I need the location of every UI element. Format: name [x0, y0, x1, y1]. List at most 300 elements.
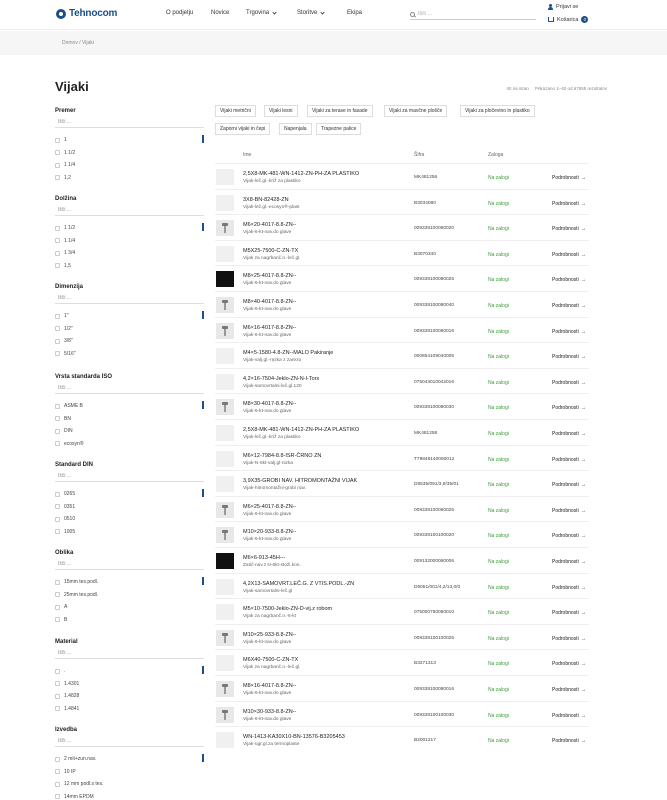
product-description: Vijak-leč.gl.-križ za plastiko [243, 179, 301, 184]
checkbox[interactable] [55, 517, 60, 522]
product-thumbnail[interactable] [216, 630, 234, 646]
product-thumbnail[interactable] [216, 655, 234, 671]
table-row[interactable] [215, 214, 589, 240]
checkbox[interactable] [55, 681, 60, 686]
filter-option-label: 15mm tes.podl. [64, 579, 99, 586]
table-row[interactable] [215, 368, 589, 394]
filter-title[interactable]: Dolžina [55, 196, 77, 202]
search-input[interactable] [410, 9, 536, 20]
bolt-icon [222, 326, 228, 336]
product-thumbnail[interactable] [216, 451, 234, 467]
results-meta [506, 86, 607, 91]
table-row[interactable] [215, 624, 589, 650]
product-sku: MK481258 [414, 431, 438, 436]
arrow-right-icon: → [580, 584, 587, 591]
table-row[interactable] [215, 163, 589, 189]
table-row[interactable] [215, 189, 589, 215]
checkbox[interactable] [55, 617, 60, 622]
stock-status: Na zalogi [488, 482, 509, 489]
arrow-right-icon: → [580, 200, 587, 207]
filter-option[interactable] [55, 589, 204, 602]
stock-status: Na zalogi [488, 738, 509, 745]
filter-option[interactable] [55, 601, 204, 614]
details-link[interactable] [552, 559, 586, 565]
filter-search-input[interactable]: Išči ... [55, 295, 204, 304]
product-description: Vijak za nagrbanč.n.-leč.gl. [243, 665, 301, 671]
product-sku: 009338100080016 [414, 687, 455, 692]
category-chip[interactable]: Vijaki za mavčne plošče [384, 105, 447, 117]
filter-option[interactable] [55, 501, 204, 514]
filter-option-label: 5/16" [64, 350, 76, 357]
product-thumbnail[interactable] [216, 681, 234, 697]
table-row[interactable] [215, 496, 589, 522]
details-link[interactable] [552, 175, 586, 181]
filter-option-label: A [64, 604, 68, 611]
product-thumbnail[interactable] [216, 527, 234, 543]
table-row[interactable] [215, 675, 589, 701]
product-name[interactable]: M5×10-7500-Jeklo-ZN-D-vij.z robom [243, 606, 333, 613]
details-link[interactable] [552, 610, 586, 616]
filter-option[interactable] [55, 323, 204, 336]
table-row[interactable] [215, 726, 589, 752]
details-link[interactable] [552, 431, 586, 437]
details-label: Podrobnosti [552, 661, 579, 668]
filter-option[interactable] [55, 400, 204, 413]
category-chip[interactable]: Vijaki metrični [215, 105, 256, 117]
filter-option[interactable] [55, 576, 204, 589]
product-name[interactable]: M4×5-1580-4.8-ZN--MALO Pakiranje [243, 350, 334, 357]
filter-option-label: 14mm EPDM [64, 793, 94, 800]
product-name[interactable]: M6X40-7500-C-ZN-TX [243, 657, 299, 664]
checkbox[interactable] [55, 251, 60, 256]
product-sku: 075000750050010 [414, 610, 455, 616]
filter-search-input[interactable]: Išči ... [55, 207, 204, 216]
details-label: Podrobnosti [552, 482, 579, 489]
details-label: Podrobnosti [552, 226, 579, 233]
checkbox[interactable] [55, 404, 60, 409]
filter-option-label: 0510 [64, 516, 76, 523]
stock-status: Na zalogi [488, 559, 509, 565]
checkbox[interactable] [55, 504, 60, 509]
stock-status: Na zalogi [488, 251, 509, 258]
stock-status: Na zalogi [488, 635, 509, 642]
product-name[interactable]: 4,2X13-SAMOVRT.LEČ.G. Z VTIS.PODL.-ZN [243, 580, 355, 587]
stock-status: Na zalogi [488, 328, 509, 335]
product-name[interactable]: WN-1413-KA30X10-BN-13576-B3205453 [243, 734, 345, 741]
filter-option-label: ASME B [64, 403, 83, 410]
checkbox[interactable] [55, 163, 60, 168]
product-name[interactable]: M6×12-7984-8.8-ISR-ČRNO ZN [243, 452, 322, 459]
bolt-icon [222, 223, 228, 233]
details-link[interactable] [552, 354, 586, 360]
product-thumbnail[interactable] [216, 476, 234, 492]
product-sku: 009132000060006 [414, 559, 455, 564]
filter-scrollbar[interactable] [202, 401, 204, 409]
product-thumbnail[interactable] [216, 604, 234, 620]
table-row[interactable] [215, 649, 589, 675]
checkbox[interactable] [55, 138, 60, 143]
stock-status: Na zalogi [488, 354, 509, 361]
stock-status: Na zalogi [488, 431, 509, 437]
nav-item-label: Ekipa [347, 10, 363, 16]
product-description: Vijak-samovrtalni-leč.gl.120 [243, 383, 302, 389]
checkbox[interactable] [55, 150, 60, 155]
nav-item-news[interactable] [211, 10, 229, 16]
table-row[interactable] [215, 470, 589, 496]
product-thumbnail[interactable] [216, 220, 234, 236]
product-sku: 009338100060025 [414, 507, 455, 513]
details-link[interactable] [552, 380, 586, 386]
checkbox[interactable] [55, 416, 60, 421]
product-thumbnail[interactable] [216, 271, 234, 287]
arrow-right-icon: → [580, 354, 587, 361]
filter-scrollbar[interactable] [202, 754, 204, 762]
filter-group [55, 727, 204, 800]
details-label: Podrobnosti [552, 635, 579, 642]
arrow-right-icon: → [580, 405, 587, 412]
details-label: Podrobnosti [552, 738, 579, 745]
product-name[interactable]: M8×30-4017-8.8-ZN-- [243, 401, 297, 408]
filter-scrollbar[interactable] [202, 577, 204, 585]
table-row[interactable] [215, 342, 589, 368]
account-link[interactable] [548, 4, 578, 10]
filter-option-label: 1.4828 [64, 693, 80, 700]
filter-option[interactable] [55, 678, 204, 691]
details-label: Podrobnosti [552, 431, 579, 437]
filter-option[interactable] [55, 147, 204, 160]
stock-status: Na zalogi [488, 405, 509, 412]
stock-status: Na zalogi [488, 610, 509, 617]
details-label: Podrobnosti [552, 379, 579, 386]
filter-search-input[interactable]: Išči ... [55, 561, 204, 570]
details-link[interactable] [552, 713, 586, 719]
filter-option[interactable] [55, 222, 204, 235]
nav-item-about[interactable] [166, 10, 193, 16]
product-name[interactable]: 2,5X8-MK-481-WN-1412-ZN-PH-ZA PLASTIKO [243, 171, 360, 177]
checkbox[interactable] [55, 175, 60, 180]
table-row[interactable] [215, 521, 589, 547]
product-sku: 000854109040005 [414, 354, 455, 360]
filter-option-label: 1.4301 [64, 680, 80, 687]
table-row[interactable] [215, 317, 589, 343]
filter-option-label: 1 3/4 [64, 250, 76, 257]
checkbox[interactable] [55, 669, 60, 674]
product-sku: D6051/001/4,2/13,0/0 [414, 584, 461, 590]
filter-option[interactable] [55, 348, 204, 361]
filter-option[interactable] [55, 766, 204, 779]
checkbox[interactable] [55, 226, 60, 231]
details-label: Podrobnosti [552, 277, 579, 284]
details-link[interactable] [552, 482, 586, 488]
filter-option-label: 1 1/4 [64, 237, 76, 244]
category-chip[interactable]: Zaporni vijaki in čepi [215, 123, 270, 135]
cart-link[interactable] [548, 16, 588, 23]
filter-group [55, 550, 204, 626]
checkbox[interactable] [55, 492, 60, 497]
details-link[interactable] [552, 457, 586, 463]
page-title: Vijaki [55, 79, 89, 94]
checkbox[interactable] [55, 326, 60, 331]
product-name[interactable]: M10×25-933-8.8-ZN-- [243, 631, 297, 638]
checkbox[interactable] [55, 769, 60, 774]
checkbox[interactable] [55, 429, 60, 434]
filter-title[interactable]: Oblika [55, 550, 74, 556]
arrow-right-icon: → [580, 559, 587, 565]
product-name[interactable]: M6×20-4017-8.8-ZN-- [243, 222, 297, 229]
filter-option[interactable] [55, 159, 204, 172]
filter-option[interactable] [55, 778, 204, 791]
product-thumbnail[interactable] [216, 297, 234, 313]
logo-mark-icon [56, 9, 66, 19]
product-thumbnail[interactable] [216, 399, 234, 415]
product-name[interactable]: M8×25-4017-8.8-ZN-- [243, 273, 297, 280]
product-thumbnail[interactable] [216, 502, 234, 518]
arrow-right-icon: → [580, 661, 587, 668]
details-link[interactable] [552, 405, 586, 411]
details-label: Podrobnosti [552, 200, 579, 207]
product-thumbnail[interactable] [216, 195, 234, 211]
filter-title[interactable]: Standard DIN [55, 462, 94, 468]
site-header [0, 0, 667, 30]
checkbox[interactable] [55, 529, 60, 534]
filter-search-input[interactable]: Išči ... [55, 119, 204, 128]
product-thumbnail[interactable] [216, 246, 234, 262]
table-row[interactable] [215, 291, 589, 317]
product-name[interactable]: M8×16-4017-8.8-ZN-- [243, 683, 297, 689]
nav-item-services[interactable] [297, 10, 324, 16]
filter-search-input[interactable]: Išči ... [55, 385, 204, 394]
filter-option[interactable] [55, 335, 204, 348]
bolt-icon [222, 505, 228, 515]
bolt-icon [222, 684, 228, 694]
filter-scrollbar[interactable] [202, 135, 204, 143]
product-description: Vijak-valj.gl.-ręzka z zarezo [243, 358, 302, 364]
user-icon [548, 4, 553, 10]
product-sku: MK481256 [414, 175, 438, 180]
product-thumbnail[interactable] [216, 707, 234, 723]
product-thumbnail[interactable] [216, 348, 234, 364]
product-sku: B3034080 [414, 200, 436, 206]
details-label: Podrobnosti [552, 584, 579, 591]
table-row[interactable] [215, 598, 589, 624]
filter-option-label: 2 mit+zun.nav. [64, 756, 97, 763]
product-thumbnail[interactable] [216, 425, 234, 441]
results-count: Prikazano 1–40 od 67655 rezultatov [534, 86, 607, 91]
product-name[interactable]: M10×30-933-8.8-ZN-- [243, 708, 297, 715]
filter-option[interactable] [55, 310, 204, 323]
filter-option[interactable] [55, 172, 204, 185]
filter-title[interactable]: Vrsta standarda ISO [55, 374, 113, 380]
filter-option[interactable] [55, 134, 204, 147]
product-sku: 009338100080025 [414, 277, 455, 283]
checkbox[interactable] [55, 592, 60, 597]
product-description: Vijak-leč.gl.-ecosyn®-plast [243, 204, 300, 210]
category-chip[interactable]: Vijaki za pločevino in plastiko [460, 105, 535, 117]
product-thumbnail[interactable] [216, 374, 234, 390]
filter-search-input[interactable]: Išči ... [55, 738, 204, 747]
chevron-down-icon [273, 10, 277, 14]
details-label: Podrobnosti [552, 251, 579, 258]
category-chip[interactable]: Napenjala [279, 123, 312, 135]
product-name[interactable]: M6×25-4017-8.8-ZN-- [243, 503, 297, 510]
cart-label: Košarica [557, 16, 579, 23]
filter-scrollbar[interactable] [202, 223, 204, 231]
product-name[interactable]: 3,9X35-GROBI NAV. HITROMONTAŽNI VIJAK [243, 478, 358, 485]
product-sku: 009338100100025 [414, 635, 455, 641]
product-name[interactable]: M8×40-4017-8.8-ZN-- [243, 299, 297, 305]
logo[interactable] [56, 8, 117, 19]
table-row[interactable] [215, 265, 589, 291]
filter-scrollbar[interactable] [202, 489, 204, 497]
product-name[interactable]: M6×6-913-45H--- [243, 555, 286, 561]
filter-title[interactable]: Material [55, 639, 78, 645]
checkbox[interactable] [55, 339, 60, 344]
product-thumbnail[interactable] [216, 732, 234, 748]
details-label: Podrobnosti [552, 712, 579, 719]
filter-option[interactable] [55, 513, 204, 526]
product-description: Vijak-6-kt-nav.do glave [243, 281, 292, 287]
product-name[interactable]: 4,2×16-7504-Jeklo-ZN-N-I-Torx [243, 375, 320, 382]
per-page-select[interactable]: 40 na stran [506, 86, 529, 91]
details-link[interactable] [552, 738, 586, 744]
product-sku: D6535/091/3,9/35/01 [414, 482, 459, 488]
filter-option[interactable] [55, 791, 204, 800]
category-chip[interactable]: Trapezne palice [316, 123, 361, 135]
chevron-down-icon [321, 10, 325, 14]
details-link[interactable] [552, 201, 586, 207]
filter-scrollbar[interactable] [202, 666, 204, 674]
bolt-icon [222, 300, 228, 310]
details-link[interactable] [552, 303, 586, 309]
filter-option-label: 1005 [64, 528, 76, 535]
filter-option[interactable] [55, 526, 204, 539]
table-row[interactable] [215, 445, 589, 471]
filter-title[interactable]: Premer [55, 108, 76, 114]
filter-option[interactable] [55, 703, 204, 716]
details-link[interactable] [552, 252, 586, 258]
details-link[interactable] [552, 277, 586, 283]
table-row[interactable] [215, 419, 589, 445]
filter-option[interactable] [55, 614, 204, 627]
filter-option-label: 1,2 [64, 174, 71, 181]
nav-item-label: Trgovina [246, 10, 270, 16]
product-description: Vijak-6-kt-nav.do glave [243, 409, 292, 415]
checkbox[interactable] [55, 694, 60, 699]
product-name[interactable]: 2,5X8-MK-481-WN-1412-ZN-PH-ZA PLASTIKO [243, 427, 360, 433]
filter-option[interactable] [55, 235, 204, 248]
filter-option-label: . [64, 668, 66, 675]
category-chip[interactable]: Vijaki za terase in fasade [307, 105, 373, 117]
bolt-icon [222, 402, 228, 412]
filter-option[interactable] [55, 413, 204, 426]
nav-item-team[interactable] [347, 10, 362, 16]
product-description: Vijak za nagrbanč.n.-leč.gl. [243, 255, 301, 261]
filter-search-input[interactable]: Išči ... [55, 650, 204, 659]
table-row[interactable] [215, 547, 589, 573]
filter-option[interactable] [55, 690, 204, 703]
filter-title[interactable]: Izvedba [55, 727, 78, 733]
details-label: Podrobnosti [552, 610, 579, 617]
arrow-right-icon: → [580, 328, 587, 335]
checkbox[interactable] [55, 314, 60, 319]
filter-option-label: 0265 [64, 491, 76, 498]
filter-scrollbar[interactable] [202, 311, 204, 319]
filter-option[interactable] [55, 247, 204, 260]
filter-option-label: ecosyn® [64, 440, 84, 447]
arrow-right-icon: → [580, 226, 587, 233]
details-link[interactable] [552, 329, 586, 335]
details-label: Podrobnosti [552, 328, 579, 335]
nav-item-shop[interactable] [246, 10, 276, 16]
details-link[interactable] [552, 636, 586, 642]
arrow-right-icon: → [580, 482, 587, 489]
details-link[interactable] [552, 661, 586, 667]
product-description: Vijak-6-kt-nav.do glave [243, 691, 292, 696]
checkbox[interactable] [55, 263, 60, 268]
filter-option[interactable] [55, 425, 204, 438]
arrow-right-icon: → [580, 456, 587, 463]
checkbox[interactable] [55, 441, 60, 446]
details-link[interactable] [552, 533, 586, 539]
product-thumbnail[interactable] [216, 169, 234, 185]
checkbox[interactable] [55, 782, 60, 787]
checkbox[interactable] [55, 706, 60, 711]
details-link[interactable] [552, 585, 586, 591]
table-row[interactable] [215, 701, 589, 727]
product-name[interactable]: M10×20-933-8.8-ZN-- [243, 529, 297, 536]
product-description: Vijak-6-kt-nav.do glave [243, 511, 292, 517]
product-thumbnail[interactable] [216, 579, 234, 595]
checkbox[interactable] [55, 238, 60, 243]
details-link[interactable] [552, 508, 586, 514]
details-link[interactable] [552, 687, 586, 693]
table-row[interactable] [215, 573, 589, 599]
checkbox[interactable] [55, 794, 60, 799]
filter-group [55, 462, 204, 538]
table-row[interactable] [215, 240, 589, 266]
product-thumbnail[interactable] [216, 323, 234, 339]
product-name[interactable]: 3X8-BN-82428-ZN [243, 196, 289, 203]
product-sku: 009338100080040 [414, 303, 455, 308]
details-link[interactable] [552, 226, 586, 232]
checkbox[interactable] [55, 757, 60, 762]
stock-status: Na zalogi [488, 175, 509, 181]
details-label: Podrobnosti [552, 533, 579, 540]
details-label: Podrobnosti [552, 405, 579, 412]
account-label: Prijavi se [556, 4, 579, 10]
checkbox[interactable] [55, 605, 60, 610]
checkbox[interactable] [55, 580, 60, 585]
product-name[interactable]: M5X25-7500-C-ZN-TX [243, 247, 299, 254]
filter-search-input[interactable]: Išči ... [55, 473, 204, 482]
filter-option[interactable] [55, 753, 204, 766]
filter-option[interactable] [55, 438, 204, 451]
filter-option[interactable] [55, 665, 204, 678]
checkbox[interactable] [55, 351, 60, 356]
category-chip[interactable]: Vijaki lesni [264, 105, 298, 117]
breadcrumb[interactable]: Domov / Vijaki [62, 40, 94, 46]
arrow-right-icon: → [580, 712, 587, 719]
product-thumbnail[interactable] [216, 553, 234, 569]
filter-option[interactable] [55, 260, 204, 273]
product-name[interactable]: M6×16-4017-8.8-ZN-- [243, 324, 297, 331]
filter-option[interactable] [55, 488, 204, 501]
stock-status: Na zalogi [488, 533, 509, 540]
table-row[interactable] [215, 393, 589, 419]
filter-title[interactable]: Dimenzija [55, 284, 84, 290]
filter-option-label: 1/2" [64, 325, 73, 332]
product-description: Vijak-hitromontažni-grobi nav. [243, 486, 307, 492]
